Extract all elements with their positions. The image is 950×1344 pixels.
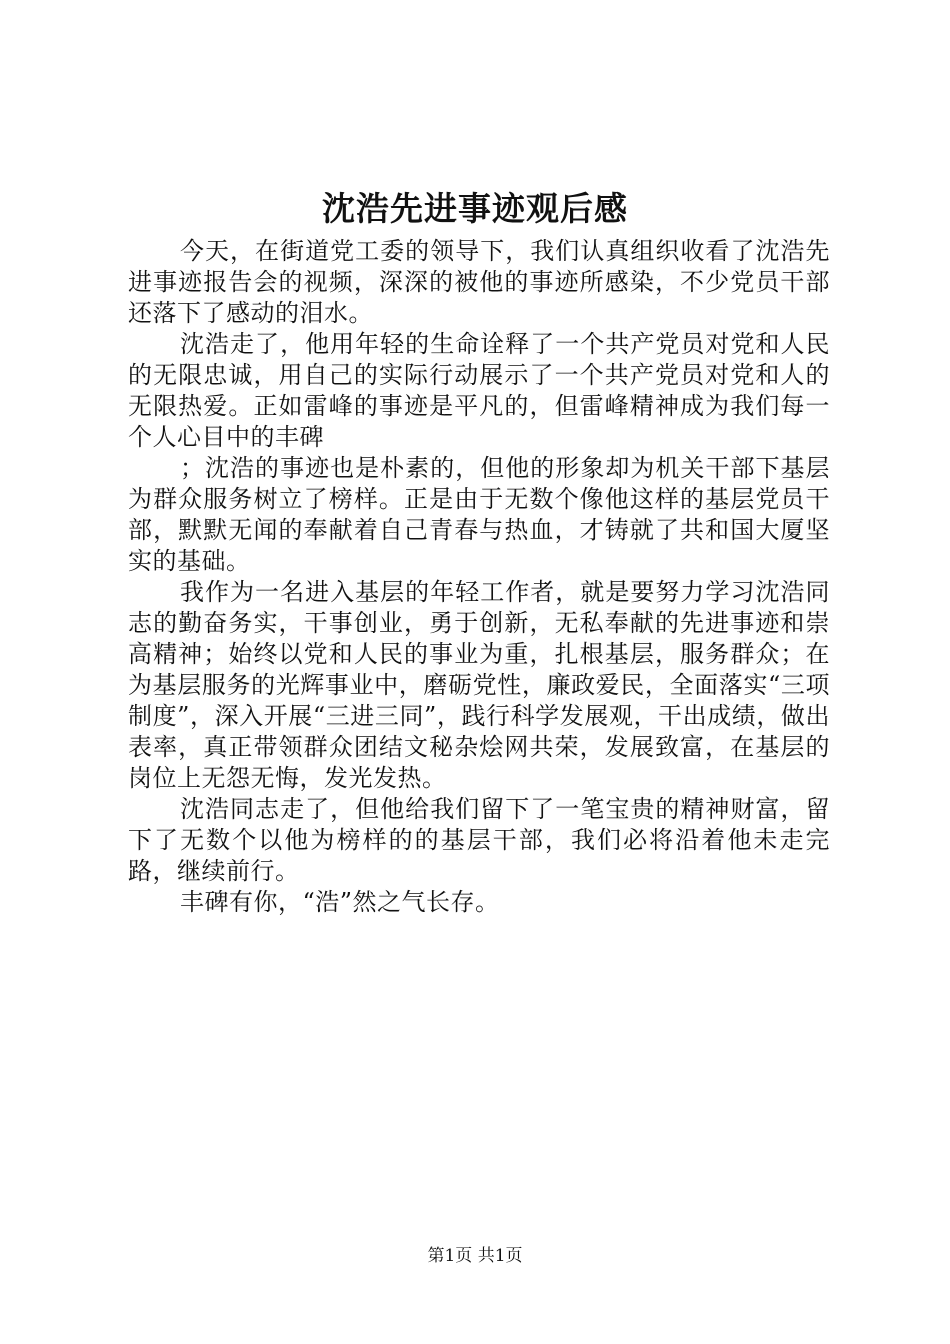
document-title: 沈浩先进事迹观后感: [322, 189, 628, 228]
document-body: [128, 236, 830, 918]
paragraph: ；沈浩的事迹也是朴素的，但他的形象却为机关干部下基层为群众服务树立了榜样。正是由于无数个像他这样的基层党员干部，默默无闻的奉献着自己青春与热血，才铸就了共和国大厦坚实的基础。: [128, 454, 830, 575]
paragraph: 沈浩走了，他用年轻的生命诠释了一个共产党员对党和人民的无限忠诚，用自己的实际行动展示了一个共产党员对党和人的无限热爱。正如雷峰的事迹是平凡的，但雷峰精神成为我们每一个人心目中的丰碑: [128, 330, 830, 451]
paragraph: 今天，在街道党工委的领导下，我们认真组织收看了沈浩先进事迹报告会的视频，深深的被他的事迹所感染，不少党员干部还落下了感动的泪水。: [128, 237, 830, 327]
page-number-footer: 第1页 共1页: [427, 1246, 523, 1266]
paragraph: 沈浩同志走了，但他给我们留下了一笔宝贵的精神财富，留下了无数个以他为榜样的的基层干部，我们必将沿着他未走完路，继续前行。: [128, 795, 830, 885]
paragraph: 丰碑有你，“浩”然之气长存。: [180, 888, 500, 916]
paragraph: 我作为一名进入基层的年轻工作者，就是要努力学习沈浩同志的勤奋务实，干事创业，勇于创新，无私奉献的先进事迹和崇高精神；始终以党和人民的事业为重，扎根基层，服务群众；在为基层服务的光辉事业中，磨砺党性，廉政爱民，全面落实“三项制度”，深入开展“三进三同”，践行科学发展观，干出成绩，做出表率，真正带领群众团结文秘杂烩网共荣，发展致富，在基层的岗位上无怨无悔，发光发热。: [128, 578, 830, 792]
